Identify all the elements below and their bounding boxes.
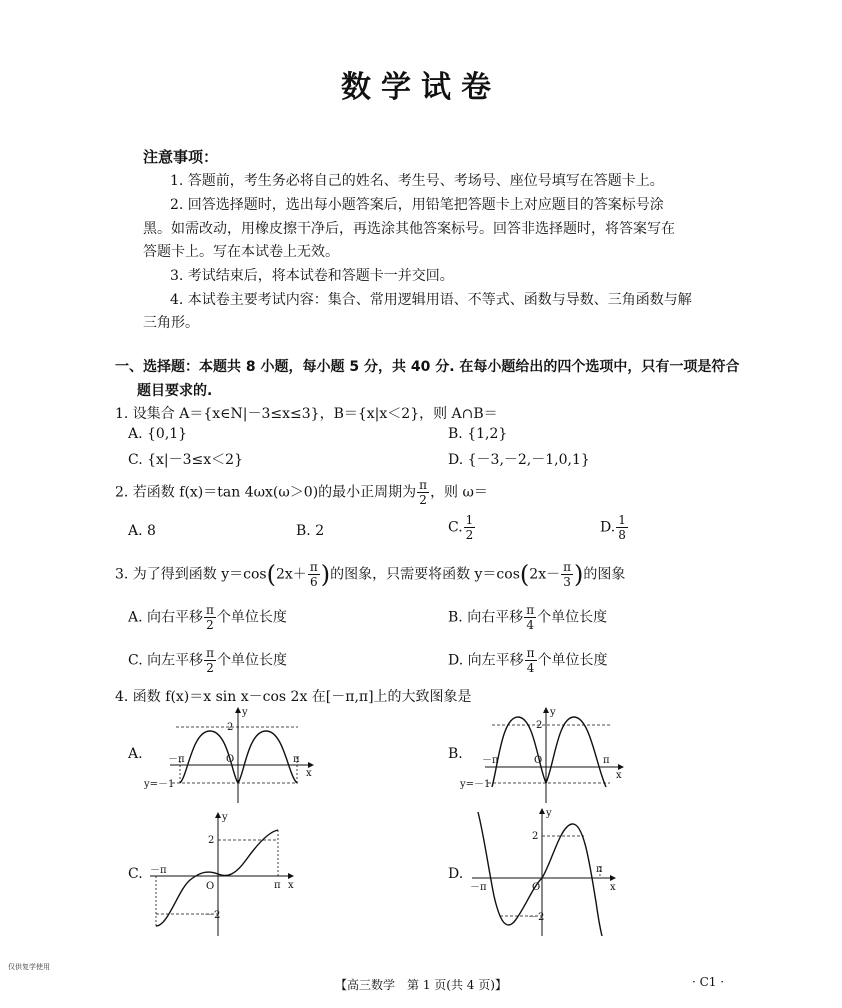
notice-line-7: 三角形。 xyxy=(143,315,199,331)
question-4-option-b-label: B. xyxy=(448,746,463,762)
label-x: x xyxy=(616,770,622,781)
question-3-stem-middle: 的图象，只需要将函数 y＝cos xyxy=(330,566,520,583)
notice-line-6: 4. 本试卷主要考试内容：集合、常用逻辑用语、不等式、函数与导数、三角函数与解 xyxy=(170,292,692,308)
question-3-fraction-2 xyxy=(561,560,573,589)
question-3-stem-tail: 的图象 xyxy=(583,566,626,583)
option-text-tail: 个单位长度 xyxy=(537,652,608,669)
question-3-option-b xyxy=(448,603,607,632)
option-fraction xyxy=(616,513,628,542)
fraction-numerator: π xyxy=(206,603,214,617)
question-3-inner-1: 2x＋ xyxy=(276,566,307,583)
x-axis-arrow xyxy=(288,873,294,879)
option-text: B. 向右平移 xyxy=(448,609,524,626)
option-fraction xyxy=(524,603,536,632)
question-1-option-a: A. {0,1} xyxy=(128,426,188,442)
right-paren: ) xyxy=(320,560,331,589)
option-text: D. 向左平移 xyxy=(448,652,524,669)
question-4-option-c-label: C. xyxy=(128,866,143,882)
graph-option-b xyxy=(460,705,635,805)
notice-line-2: 2. 回答选择题时，选出每小题答案后，用铅笔把答题卡上对应题目的答案标号涂 xyxy=(170,197,664,213)
question-1-stem: 1. 设集合 A＝{x∈N|－3≤x≤3}，B＝{x|x＜2}，则 A∩B＝ xyxy=(115,406,498,422)
label-y-eq-neg-1: y=－1 xyxy=(144,779,175,790)
option-fraction xyxy=(464,513,476,542)
label-y: y xyxy=(546,808,552,819)
question-2-option-a: A. 8 xyxy=(128,523,156,539)
right-paren: ) xyxy=(573,560,584,589)
option-text-tail: 个单位长度 xyxy=(217,652,288,669)
option-fraction xyxy=(204,646,216,675)
label-2: 2 xyxy=(208,835,215,846)
label-y: y xyxy=(242,707,248,718)
left-paren: ( xyxy=(519,560,530,589)
notice-line-3: 黑。如需改动，用橡皮擦干净后，再选涂其他答案标号。回答非选择题时，将答案写在 xyxy=(143,221,675,237)
graph-option-a xyxy=(140,705,325,805)
option-text: A. 向右平移 xyxy=(128,609,204,626)
question-2-stem xyxy=(115,478,488,507)
option-text: C. 向左平移 xyxy=(128,652,204,669)
y-axis-arrow xyxy=(235,707,241,713)
fraction-denominator: 2 xyxy=(465,528,474,542)
label-neg-2: －2 xyxy=(204,910,221,921)
option-text-tail: 个单位长度 xyxy=(216,609,287,626)
option-label: D. xyxy=(600,519,616,536)
fraction-denominator: 2 xyxy=(206,618,214,632)
label-o: O xyxy=(532,882,541,893)
option-text-tail: 个单位长度 xyxy=(537,609,608,626)
fraction-numerator: 1 xyxy=(465,513,474,527)
fraction-numerator: π xyxy=(419,478,428,492)
graph-option-d xyxy=(466,806,626,940)
question-3-option-d xyxy=(448,646,608,675)
notice-heading: 注意事项： xyxy=(143,148,219,166)
curve-b xyxy=(492,717,606,787)
question-1-option-d: D. {－3,－2,－1,0,1} xyxy=(448,452,590,468)
section-heading-line-1: 一、选择题：本题共 8 小题，每小题 5 分，共 40 分. 在每小题给出的四个选项中，只有一项是符合 xyxy=(115,359,740,375)
question-4-option-d-label: D. xyxy=(448,866,464,882)
graph-option-c xyxy=(142,810,307,938)
label-2: 2 xyxy=(227,722,234,733)
question-4-stem: 4. 函数 f(x)＝x sin x－cos 2x 在[－π,π]上的大致图象是 xyxy=(115,689,472,705)
label-2: 2 xyxy=(532,831,539,842)
label-y-eq-neg-1: y=－1 xyxy=(460,779,491,790)
label-y: y xyxy=(550,707,556,718)
left-paren: ( xyxy=(266,560,276,589)
label-neg-pi: －π xyxy=(482,755,499,766)
fraction-denominator: 6 xyxy=(309,575,318,589)
label-pi: π xyxy=(596,864,603,875)
label-x: x xyxy=(288,880,294,891)
fraction-numerator: 1 xyxy=(618,513,626,527)
label-neg-pi: －π xyxy=(168,754,185,765)
fraction-denominator: 4 xyxy=(526,618,534,632)
question-1-option-c: C. {x|－3≤x＜2} xyxy=(128,452,243,468)
question-2-stem-text: 2. 若函数 f(x)＝tan 4ωx(ω＞0)的最小正周期为 xyxy=(115,484,417,501)
question-3-inner-2: 2x－ xyxy=(529,566,561,583)
question-3-option-c xyxy=(128,646,287,675)
x-axis-arrow xyxy=(610,875,616,881)
footer-page-info: 【高三数学 第 1 页(共 4 页)】 xyxy=(335,978,507,992)
notice-line-5: 3. 考试结束后，将本试卷和答题卡一并交回。 xyxy=(170,268,454,284)
question-3-stem-text: 3. 为了得到函数 y＝cos xyxy=(115,566,267,583)
question-2-option-c xyxy=(448,513,476,542)
exam-title: 数学试卷 xyxy=(341,70,501,105)
y-axis-arrow xyxy=(539,808,545,814)
label-o: O xyxy=(534,755,543,766)
question-3-stem xyxy=(115,560,625,589)
fraction-denominator: 2 xyxy=(419,493,427,507)
fraction-denominator: 2 xyxy=(206,661,214,675)
section-heading-line-2: 题目要求的. xyxy=(137,383,213,399)
y-axis-arrow xyxy=(543,707,549,713)
question-2-period-fraction xyxy=(417,478,429,507)
label-x: x xyxy=(306,768,312,779)
fraction-numerator: π xyxy=(526,603,535,617)
option-label: C. xyxy=(448,519,463,536)
label-neg-pi: －π xyxy=(470,882,487,893)
footer-watermark-text: 仅供复学使用 xyxy=(8,963,50,971)
question-3-option-a xyxy=(128,603,287,632)
label-pi: π xyxy=(603,755,610,766)
option-fraction xyxy=(204,603,216,632)
label-neg-2: －2 xyxy=(528,912,545,923)
notice-line-4: 答题卡上。写在本试卷上无效。 xyxy=(143,244,339,260)
question-2-stem-tail: ，则 ω＝ xyxy=(430,484,488,501)
label-x: x xyxy=(610,882,616,893)
question-4-option-a-label: A. xyxy=(128,746,143,762)
footer-code: · C1 · xyxy=(692,975,725,989)
fraction-denominator: 8 xyxy=(618,528,626,542)
question-2-option-b: B. 2 xyxy=(296,523,325,539)
fraction-denominator: 3 xyxy=(563,575,571,589)
fraction-denominator: 4 xyxy=(526,661,535,675)
label-y: y xyxy=(222,812,228,823)
y-axis-arrow xyxy=(215,812,221,818)
label-2: 2 xyxy=(536,720,543,731)
label-neg-pi: －π xyxy=(150,865,167,876)
question-3-fraction-1 xyxy=(308,560,320,589)
option-fraction xyxy=(525,646,537,675)
notice-line-1: 1. 答题前，考生务必将自己的姓名、考生号、考场号、座位号填写在答题卡上。 xyxy=(170,173,664,189)
fraction-numerator: π xyxy=(206,646,215,660)
question-1-option-b: B. {1,2} xyxy=(448,426,508,442)
fraction-numerator: π xyxy=(309,560,318,574)
question-2-option-d xyxy=(600,513,629,542)
label-pi: π xyxy=(293,754,300,765)
label-o: O xyxy=(226,754,235,765)
label-o: O xyxy=(206,881,215,892)
label-pi: π xyxy=(274,880,281,891)
fraction-numerator: π xyxy=(563,560,571,574)
fraction-numerator: π xyxy=(526,646,535,660)
